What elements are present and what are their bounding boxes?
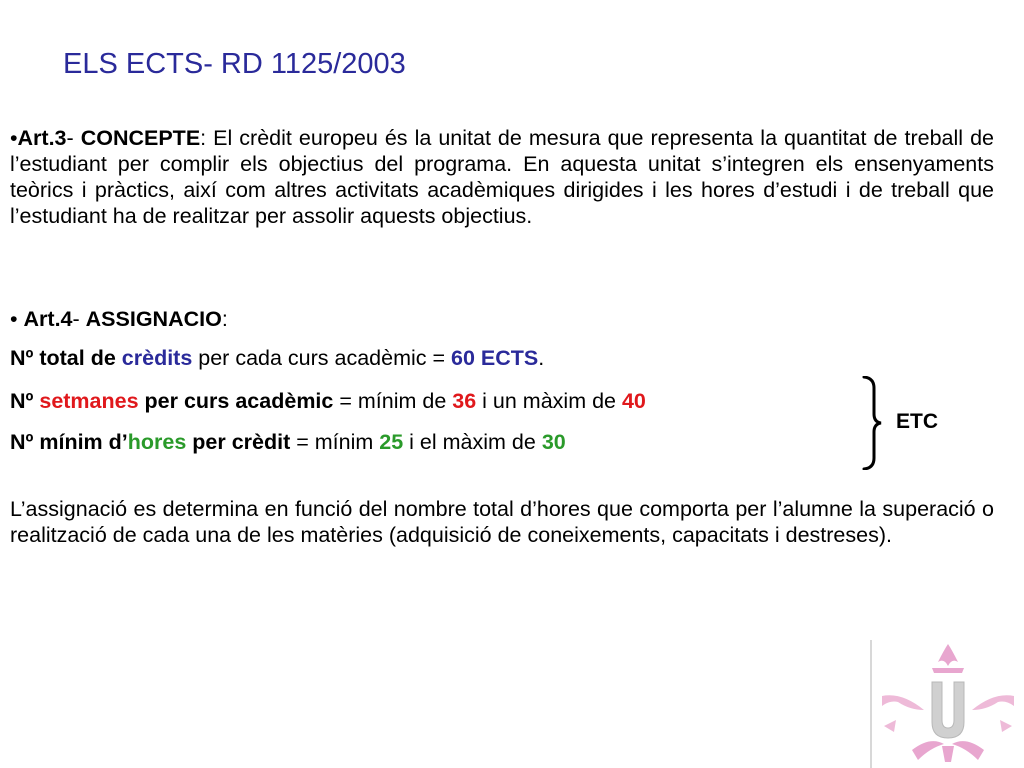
art3-colon: : [200, 126, 214, 150]
art4-colon: : [221, 307, 228, 331]
right-brace-icon [862, 376, 882, 470]
art3-heading: CONCEPTE [80, 126, 201, 150]
weeks-line-part-a: Nº [10, 389, 40, 413]
art4-heading-line [10, 305, 228, 333]
credits-word: crèdits [121, 346, 193, 370]
hours-line [10, 428, 566, 456]
hours-line-part-c: per crèdit [186, 430, 291, 454]
weeks-max-value: 40 [621, 389, 646, 413]
art3-bullet: • [10, 126, 18, 150]
art4-label: Art.4 [23, 307, 73, 331]
hours-line-part-d: = mínim [290, 430, 380, 454]
hours-line-part-f: i el màxim de [403, 430, 542, 454]
art3-dash: - [66, 126, 81, 150]
weeks-word: setmanes [39, 389, 139, 413]
credits-line [10, 344, 544, 372]
etc-label: ETC [896, 410, 938, 433]
art4-bullet: • [10, 307, 24, 331]
art4-heading: ASSIGNACIO [85, 307, 222, 331]
page-title: ELS ECTS- RD 1125/2003 [63, 48, 406, 80]
hours-min-value: 25 [379, 430, 404, 454]
weeks-line-part-d: = mínim de [333, 389, 453, 413]
hours-word: hores [127, 430, 187, 454]
weeks-line-part-f: i un màxim de [476, 389, 622, 413]
credits-line-part-c: per cada curs acadèmic = [192, 346, 452, 370]
weeks-line [10, 387, 646, 415]
weeks-line-part-c: per curs acadèmic [138, 389, 334, 413]
credits-value: 60 ECTS [451, 346, 539, 370]
art3-paragraph [10, 125, 994, 229]
art3-text: El crèdit europeu és la unitat de mesura que representa la quantitat de treball de l’estudiant per complir els objectius del programa. En aquesta unitat s’integren els ensenyaments teòrics i pràctics, així com altres activitats acadèmiques dirigides i les hores d’estudi i de treball que l’estudiant ha de realitzar per assolir aquests objectius. [10, 126, 994, 228]
credits-line-period: . [538, 346, 545, 370]
weeks-min-value: 36 [452, 389, 477, 413]
credits-line-part-a: Nº total de [10, 346, 122, 370]
hours-line-part-a: Nº mínim d’ [10, 430, 128, 454]
art3-label: Art.3 [17, 126, 67, 150]
assignment-paragraph: L’assignació es determina en funció del nombre total d’hores que comporta per l’alumne la superació o realització de cada una de les matèries (adquisició de coneixements, capacitats i destreses). [10, 497, 994, 547]
hours-max-value: 30 [541, 430, 566, 454]
university-logo-icon [872, 640, 1024, 768]
art4-dash: - [72, 307, 86, 331]
